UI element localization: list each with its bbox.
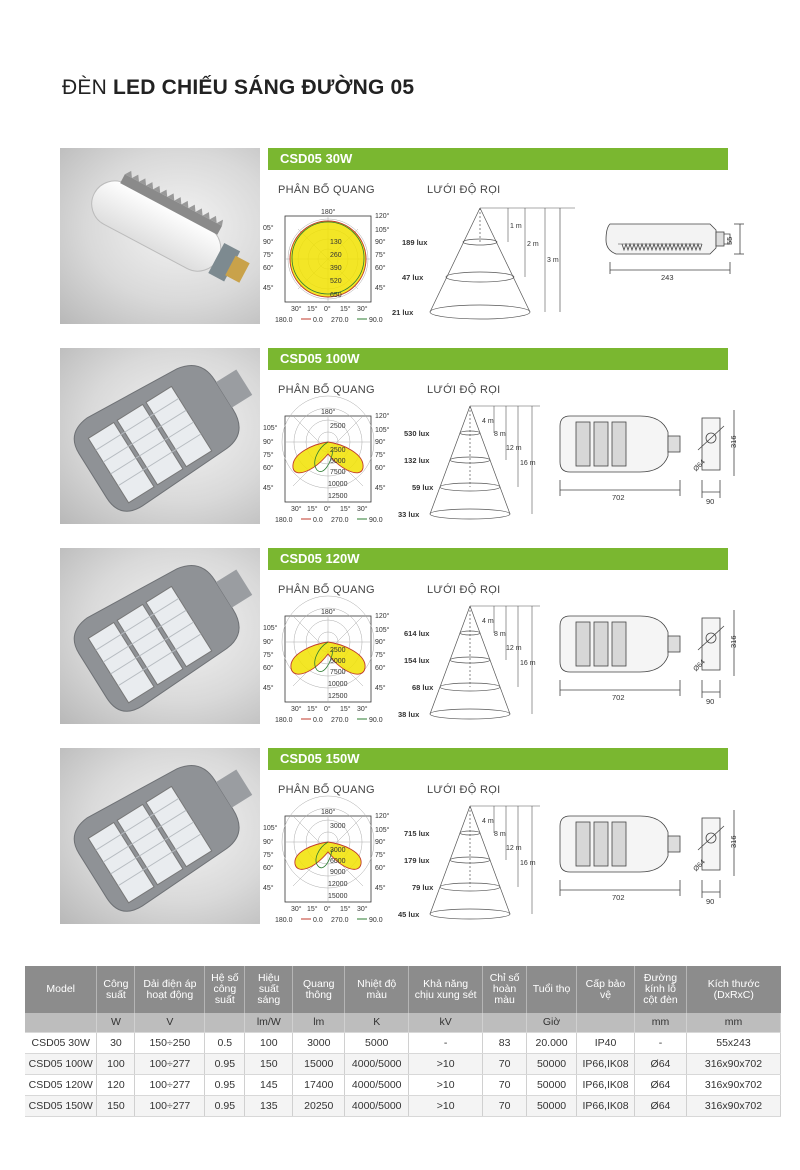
polar-diagram bbox=[263, 604, 393, 726]
svg-text:120°: 120° bbox=[375, 413, 390, 420]
th-cri: Chỉ số hoàn màu bbox=[483, 966, 527, 1013]
svg-text:75°: 75° bbox=[375, 252, 386, 259]
svg-text:15°: 15° bbox=[340, 906, 351, 913]
svg-text:530 lux: 530 lux bbox=[404, 429, 430, 438]
dimension-drawing bbox=[540, 800, 740, 925]
svg-text:38 lux: 38 lux bbox=[398, 710, 420, 719]
polar-label: PHÂN BỐ QUANG bbox=[278, 184, 375, 196]
dimension-drawing bbox=[540, 200, 740, 325]
th-lifetime: Tuổi thọ bbox=[527, 966, 577, 1013]
svg-text:7500: 7500 bbox=[330, 469, 346, 476]
svg-text:650: 650 bbox=[330, 292, 342, 299]
svg-text:270.0: 270.0 bbox=[331, 717, 349, 724]
svg-text:702: 702 bbox=[612, 893, 625, 902]
svg-text:60°: 60° bbox=[375, 665, 386, 672]
svg-text:45°: 45° bbox=[375, 685, 386, 692]
svg-text:4 m: 4 m bbox=[482, 618, 494, 625]
th-pole-diameter: Đường kính lỗ cột đèn bbox=[635, 966, 687, 1013]
svg-text:105°: 105° bbox=[375, 827, 390, 834]
svg-text:120°: 120° bbox=[375, 813, 390, 820]
th-surge: Khả năng chịu xung sét bbox=[409, 966, 483, 1013]
svg-text:0°: 0° bbox=[324, 906, 331, 913]
product-photo bbox=[60, 548, 260, 724]
svg-text:130: 130 bbox=[330, 239, 342, 246]
svg-text:60°: 60° bbox=[263, 465, 274, 472]
svg-text:75°: 75° bbox=[375, 652, 386, 659]
svg-text:180.0: 180.0 bbox=[275, 317, 293, 324]
svg-text:3000: 3000 bbox=[330, 823, 346, 830]
svg-text:12000: 12000 bbox=[328, 881, 348, 888]
product-banner: CSD05 100W bbox=[268, 348, 728, 370]
svg-text:90.0: 90.0 bbox=[369, 717, 383, 724]
dimension-drawing bbox=[540, 400, 740, 525]
table-header-row bbox=[25, 966, 781, 1013]
th-voltage: Dải điện áp hoạt động bbox=[135, 966, 205, 1013]
svg-text:60°: 60° bbox=[263, 265, 274, 272]
svg-text:90°: 90° bbox=[263, 239, 274, 246]
polar-label: PHÂN BỐ QUANG bbox=[278, 584, 375, 596]
svg-text:15°: 15° bbox=[340, 306, 351, 313]
cone-label: LƯỚI ĐỘ RỌI bbox=[427, 384, 501, 396]
svg-text:90: 90 bbox=[706, 697, 715, 706]
svg-text:0.0: 0.0 bbox=[313, 717, 323, 724]
svg-text:260: 260 bbox=[330, 252, 342, 259]
svg-text:90.0: 90.0 bbox=[369, 317, 383, 324]
svg-text:Ø64: Ø64 bbox=[692, 858, 707, 874]
svg-text:90°: 90° bbox=[263, 639, 274, 646]
polar-top: 180° bbox=[321, 209, 336, 216]
svg-text:10000: 10000 bbox=[328, 481, 348, 488]
svg-text:05°: 05° bbox=[263, 225, 274, 232]
svg-text:30°: 30° bbox=[291, 306, 302, 313]
svg-text:30°: 30° bbox=[357, 306, 368, 313]
svg-text:2500: 2500 bbox=[330, 447, 346, 454]
svg-text:12 m: 12 m bbox=[506, 645, 522, 652]
product-photo bbox=[60, 748, 260, 924]
svg-text:614 lux: 614 lux bbox=[404, 629, 430, 638]
svg-text:60°: 60° bbox=[263, 665, 274, 672]
table-row: CSD05 30W 30 150÷250 0.5 100 3000 5000 - 83 20.000 IP40 - 55x243 bbox=[25, 1032, 781, 1053]
svg-text:12 m: 12 m bbox=[506, 845, 522, 852]
svg-text:15°: 15° bbox=[340, 506, 351, 513]
svg-text:30°: 30° bbox=[291, 506, 302, 513]
svg-text:105°: 105° bbox=[375, 227, 390, 234]
svg-text:15°: 15° bbox=[340, 706, 351, 713]
svg-text:60°: 60° bbox=[375, 265, 386, 272]
illuminance-cone bbox=[390, 200, 559, 325]
svg-text:180°: 180° bbox=[321, 409, 336, 416]
svg-text:0°: 0° bbox=[324, 306, 331, 313]
product-csd05-30w bbox=[60, 148, 734, 324]
svg-text:105°: 105° bbox=[375, 627, 390, 634]
table-row: CSD05 120W 120 100÷277 0.95 145 17400 4000/5000 >10 70 50000 IP66,IK08 Ø64 316x90x702 bbox=[25, 1074, 781, 1095]
product-photo bbox=[60, 148, 260, 324]
illuminance-cone bbox=[390, 400, 540, 525]
svg-text:9000: 9000 bbox=[330, 869, 346, 876]
svg-text:2500: 2500 bbox=[330, 423, 346, 430]
svg-text:0°: 0° bbox=[324, 706, 331, 713]
th-model: Model bbox=[25, 966, 97, 1013]
svg-text:15°: 15° bbox=[307, 906, 318, 913]
svg-text:702: 702 bbox=[612, 493, 625, 502]
svg-text:90°: 90° bbox=[375, 239, 386, 246]
product-csd05-100w bbox=[60, 348, 738, 524]
product-banner: CSD05 120W bbox=[268, 548, 728, 570]
polar-label: PHÂN BỐ QUANG bbox=[278, 384, 375, 396]
svg-text:Ø64: Ø64 bbox=[692, 458, 707, 474]
page-title: ĐÈN LED CHIẾU SÁNG ĐƯỜNG 05 bbox=[62, 76, 415, 99]
svg-text:30°: 30° bbox=[357, 506, 368, 513]
svg-text:270.0: 270.0 bbox=[331, 517, 349, 524]
th-ip: Cấp bảo vệ bbox=[577, 966, 635, 1013]
svg-text:4 m: 4 m bbox=[482, 418, 494, 425]
th-power: Công suất bbox=[97, 966, 135, 1013]
svg-text:189 lux: 189 lux bbox=[402, 238, 428, 247]
th-dimensions: Kích thước (DxRxC) bbox=[686, 966, 780, 1013]
th-luminous-flux: Quang thông bbox=[293, 966, 345, 1013]
svg-text:59 lux: 59 lux bbox=[412, 483, 434, 492]
svg-text:60°: 60° bbox=[375, 465, 386, 472]
svg-text:3 m: 3 m bbox=[547, 257, 559, 264]
svg-text:316: 316 bbox=[729, 835, 738, 848]
svg-text:33 lux: 33 lux bbox=[398, 510, 420, 519]
svg-text:120°: 120° bbox=[375, 613, 390, 620]
svg-text:16 m: 16 m bbox=[520, 860, 536, 867]
table-row: CSD05 150W 150 100÷277 0.95 135 20250 4000/5000 >10 70 50000 IP66,IK08 Ø64 316x90x702 bbox=[25, 1095, 781, 1116]
svg-text:715 lux: 715 lux bbox=[404, 829, 430, 838]
svg-text:12500: 12500 bbox=[328, 493, 348, 500]
table-row: CSD05 100W 100 100÷277 0.95 150 15000 4000/5000 >10 70 50000 IP66,IK08 Ø64 316x90x702 bbox=[25, 1053, 781, 1074]
svg-text:15000: 15000 bbox=[328, 893, 348, 900]
svg-text:180.0: 180.0 bbox=[275, 917, 293, 924]
product-banner: CSD05 30W bbox=[268, 148, 728, 170]
svg-text:45°: 45° bbox=[263, 885, 274, 892]
svg-text:Ø64: Ø64 bbox=[692, 658, 707, 674]
svg-text:90°: 90° bbox=[375, 639, 386, 646]
svg-text:390: 390 bbox=[330, 265, 342, 272]
svg-text:21 lux: 21 lux bbox=[392, 308, 414, 317]
svg-text:45°: 45° bbox=[375, 285, 386, 292]
th-efficacy: Hiệu suất sáng bbox=[245, 966, 293, 1013]
svg-text:270.0: 270.0 bbox=[331, 317, 349, 324]
svg-text:0.0: 0.0 bbox=[313, 917, 323, 924]
svg-text:60°: 60° bbox=[375, 865, 386, 872]
svg-text:90.0: 90.0 bbox=[369, 917, 383, 924]
table-units-row: W V lm/W lm K kV Giờ mm mm bbox=[25, 1013, 781, 1032]
svg-text:75°: 75° bbox=[375, 852, 386, 859]
svg-text:12 m: 12 m bbox=[506, 445, 522, 452]
polar-diagram bbox=[263, 404, 393, 526]
product-photo bbox=[60, 348, 260, 524]
svg-text:0.0: 0.0 bbox=[313, 317, 323, 324]
cone-label: LƯỚI ĐỘ RỌI bbox=[427, 784, 501, 796]
svg-text:0°: 0° bbox=[324, 506, 331, 513]
svg-text:16 m: 16 m bbox=[520, 660, 536, 667]
svg-text:5000: 5000 bbox=[330, 458, 346, 465]
svg-text:2500: 2500 bbox=[330, 647, 346, 654]
svg-text:5000: 5000 bbox=[330, 658, 346, 665]
svg-text:30°: 30° bbox=[291, 906, 302, 913]
svg-text:90°: 90° bbox=[375, 439, 386, 446]
polar-diagram bbox=[263, 804, 393, 926]
svg-text:180°: 180° bbox=[321, 809, 336, 816]
svg-text:0.0: 0.0 bbox=[313, 517, 323, 524]
svg-text:10000: 10000 bbox=[328, 681, 348, 688]
svg-text:15°: 15° bbox=[307, 706, 318, 713]
dim-length: 243 bbox=[661, 273, 674, 282]
svg-text:120°: 120° bbox=[375, 213, 390, 220]
svg-text:15°: 15° bbox=[307, 306, 318, 313]
product-banner: CSD05 150W bbox=[268, 748, 728, 770]
svg-text:105°: 105° bbox=[263, 425, 278, 432]
svg-text:3000: 3000 bbox=[330, 847, 346, 854]
dim-height: 55 bbox=[725, 236, 734, 245]
svg-text:105°: 105° bbox=[263, 625, 278, 632]
cone-label: LƯỚI ĐỘ RỌI bbox=[427, 184, 501, 196]
svg-text:75°: 75° bbox=[263, 852, 274, 859]
polar-label: PHÂN BỐ QUANG bbox=[278, 784, 375, 796]
cone-label: LƯỚI ĐỘ RỌI bbox=[427, 584, 501, 596]
svg-text:702: 702 bbox=[612, 693, 625, 702]
th-power-factor: Hệ số công suất bbox=[205, 966, 245, 1013]
svg-text:45°: 45° bbox=[375, 485, 386, 492]
svg-text:7500: 7500 bbox=[330, 669, 346, 676]
svg-text:2 m: 2 m bbox=[527, 241, 539, 248]
svg-text:45 lux: 45 lux bbox=[398, 910, 420, 919]
svg-text:45°: 45° bbox=[263, 685, 274, 692]
svg-text:8 m: 8 m bbox=[494, 831, 506, 838]
svg-text:75°: 75° bbox=[263, 452, 274, 459]
svg-text:30°: 30° bbox=[357, 906, 368, 913]
svg-text:90: 90 bbox=[706, 897, 715, 906]
svg-text:1 m: 1 m bbox=[510, 223, 522, 230]
svg-text:6000: 6000 bbox=[330, 858, 346, 865]
svg-text:30°: 30° bbox=[357, 706, 368, 713]
th-color-temp: Nhiệt độ màu bbox=[345, 966, 409, 1013]
svg-text:316: 316 bbox=[729, 435, 738, 448]
svg-text:90°: 90° bbox=[263, 839, 274, 846]
svg-text:180.0: 180.0 bbox=[275, 517, 293, 524]
svg-text:154 lux: 154 lux bbox=[404, 656, 430, 665]
spec-table bbox=[25, 966, 781, 1117]
svg-text:45°: 45° bbox=[263, 285, 274, 292]
svg-text:132 lux: 132 lux bbox=[404, 456, 430, 465]
svg-text:68 lux: 68 lux bbox=[412, 683, 434, 692]
svg-text:180.0: 180.0 bbox=[275, 717, 293, 724]
svg-text:270.0: 270.0 bbox=[331, 917, 349, 924]
svg-text:105°: 105° bbox=[263, 825, 278, 832]
svg-text:520: 520 bbox=[330, 278, 342, 285]
svg-text:12500: 12500 bbox=[328, 693, 348, 700]
svg-text:90°: 90° bbox=[375, 839, 386, 846]
dimension-drawing bbox=[540, 600, 740, 725]
polar-diagram bbox=[263, 204, 393, 326]
svg-text:90.0: 90.0 bbox=[369, 517, 383, 524]
product-csd05-120w bbox=[60, 548, 738, 724]
svg-text:60°: 60° bbox=[263, 865, 274, 872]
svg-text:75°: 75° bbox=[263, 652, 274, 659]
svg-text:75°: 75° bbox=[375, 452, 386, 459]
svg-text:105°: 105° bbox=[375, 427, 390, 434]
product-csd05-150w bbox=[60, 748, 738, 924]
svg-text:47 lux: 47 lux bbox=[402, 273, 424, 282]
svg-text:90°: 90° bbox=[263, 439, 274, 446]
svg-text:15°: 15° bbox=[307, 506, 318, 513]
svg-text:79 lux: 79 lux bbox=[412, 883, 434, 892]
illuminance-cone bbox=[390, 800, 540, 925]
svg-text:90: 90 bbox=[706, 497, 715, 506]
svg-text:4 m: 4 m bbox=[482, 818, 494, 825]
svg-text:8 m: 8 m bbox=[494, 431, 506, 438]
svg-text:75°: 75° bbox=[263, 252, 274, 259]
svg-text:30°: 30° bbox=[291, 706, 302, 713]
svg-text:316: 316 bbox=[729, 635, 738, 648]
svg-text:180°: 180° bbox=[321, 609, 336, 616]
svg-text:45°: 45° bbox=[263, 485, 274, 492]
svg-text:179 lux: 179 lux bbox=[404, 856, 430, 865]
svg-text:45°: 45° bbox=[375, 885, 386, 892]
svg-text:8 m: 8 m bbox=[494, 631, 506, 638]
illuminance-cone bbox=[390, 600, 540, 725]
svg-text:16 m: 16 m bbox=[520, 460, 536, 467]
